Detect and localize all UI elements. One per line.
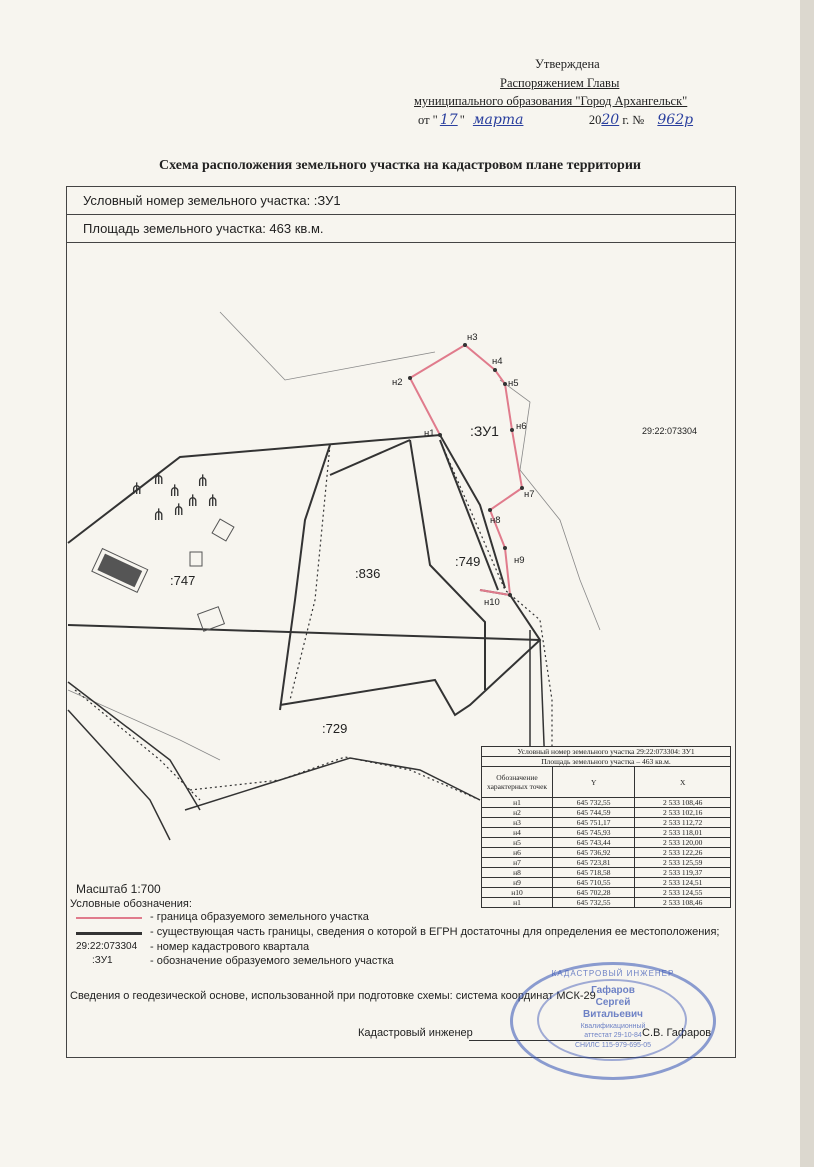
legend-item: - номер кадастрового квартала bbox=[150, 941, 310, 953]
buildings bbox=[92, 519, 234, 631]
date-prefix: от " bbox=[418, 113, 438, 127]
table-cell: 2 533 122,26 bbox=[635, 848, 731, 858]
coordinates-body bbox=[482, 798, 731, 908]
table-cell: н9 bbox=[482, 878, 553, 888]
table-cell: 645 744,59 bbox=[553, 808, 635, 818]
table-cell: 2 533 112,72 bbox=[635, 818, 731, 828]
table-row bbox=[482, 868, 731, 878]
municipality-label: муниципального образования "Город Архангельск" bbox=[414, 94, 688, 108]
point-label: н9 bbox=[514, 555, 525, 566]
legend-key: 29:22:073304 bbox=[76, 941, 138, 952]
legend-item: - граница образуемого земельного участка bbox=[150, 911, 369, 923]
table-cell: н3 bbox=[482, 818, 553, 828]
point-label: н7 bbox=[524, 489, 535, 500]
date-day: 17 bbox=[439, 112, 458, 128]
quarter-label: 29:22:073304 bbox=[642, 426, 698, 436]
table-header: Обозначение характерных точек bbox=[482, 767, 553, 798]
table-cell: 2 533 108,46 bbox=[635, 798, 731, 808]
legend-item: - обозначение образуемого земельного участка bbox=[150, 955, 394, 967]
table-cell: 2 533 124,51 bbox=[635, 878, 731, 888]
neighbor-label-729: :729 bbox=[322, 721, 348, 736]
stamp-line: Гафаров bbox=[591, 985, 635, 996]
svg-text:⋔: ⋔ bbox=[152, 471, 166, 488]
parcel-area: Площадь земельного участка: 463 кв.м. bbox=[83, 221, 324, 236]
table-cell: 2 533 108,46 bbox=[635, 898, 731, 908]
scan-edge bbox=[800, 0, 814, 1167]
year-suffix: 20 bbox=[601, 112, 620, 128]
background-contours bbox=[68, 312, 600, 760]
table-cell: 645 723,81 bbox=[553, 858, 635, 868]
engineer-name: С.В. Гафаров bbox=[642, 1027, 712, 1039]
legend-swatch-existing bbox=[76, 932, 142, 935]
table-cell: 2 533 119,37 bbox=[635, 868, 731, 878]
conditional-number: Условный номер земельного участка: :ЗУ1 bbox=[83, 193, 341, 208]
svg-text:⋔: ⋔ bbox=[186, 493, 200, 510]
table-caption: Площадь земельного участка – 463 кв.м. bbox=[482, 757, 731, 767]
stamp-line: аттестат 29-10-84 bbox=[584, 1032, 642, 1039]
table-cell: н5 bbox=[482, 838, 553, 848]
table-cell: 2 533 102,16 bbox=[635, 808, 731, 818]
svg-text:⋔: ⋔ bbox=[130, 481, 144, 498]
geodetic-basis: Сведения о геодезической основе, использованной при подготовке схемы: система координат МСК-29 bbox=[70, 990, 596, 1002]
table-header: X bbox=[635, 767, 731, 798]
table-cell: 645 702,28 bbox=[553, 888, 635, 898]
svg-text:⋔: ⋔ bbox=[206, 493, 220, 510]
table-row bbox=[482, 828, 731, 838]
date-quote: " bbox=[459, 113, 465, 127]
order-label: Распоряжением Главы bbox=[500, 76, 620, 90]
year-label: г. № bbox=[622, 113, 645, 127]
neighbor-label-836: :836 bbox=[355, 566, 381, 581]
point-label: н2 bbox=[392, 377, 403, 388]
legend-swatch-parcel bbox=[76, 917, 142, 919]
road-lines bbox=[68, 630, 545, 840]
table-row bbox=[482, 798, 731, 808]
neighbor-label-749: :749 bbox=[455, 554, 481, 569]
table-cell: н7 bbox=[482, 858, 553, 868]
point-label: н3 bbox=[467, 332, 478, 343]
table-row bbox=[482, 858, 731, 868]
table-row bbox=[482, 878, 731, 888]
table-cell: 2 533 124,55 bbox=[635, 888, 731, 898]
legend-key: :ЗУ1 bbox=[92, 955, 113, 966]
table-cell: н1 bbox=[482, 798, 553, 808]
parcel-label: :ЗУ1 bbox=[470, 423, 499, 439]
scale-label: Масштаб 1:700 bbox=[76, 882, 161, 896]
table-cell: 645 743,44 bbox=[553, 838, 635, 848]
table-cell: н4 bbox=[482, 828, 553, 838]
table-cell: н6 bbox=[482, 848, 553, 858]
point-label: н5 bbox=[508, 378, 519, 389]
legend-title: Условные обозначения: bbox=[70, 898, 192, 910]
stamp-top: КАДАСТРОВЫЙ ИНЖЕНЕР bbox=[551, 969, 675, 978]
stamp-line: Витальевич bbox=[583, 1009, 643, 1020]
svg-text:⋔: ⋔ bbox=[196, 473, 210, 490]
order-number: 962р bbox=[657, 112, 694, 128]
engineer-stamp bbox=[510, 962, 716, 1080]
point-label: н10 bbox=[484, 597, 500, 608]
table-cell: н8 bbox=[482, 868, 553, 878]
stamp-line: СНИЛС 115-979-695-05 bbox=[574, 1042, 652, 1049]
stamp-line: Сергей bbox=[595, 997, 631, 1008]
svg-text:⋔: ⋔ bbox=[168, 483, 182, 500]
table-cell: 645 710,55 bbox=[553, 878, 635, 888]
neighbor-label-747: :747 bbox=[170, 573, 196, 588]
table-row bbox=[482, 808, 731, 818]
table-cell: 645 751,17 bbox=[553, 818, 635, 828]
table-row bbox=[482, 898, 731, 908]
table-cell: 645 736,92 bbox=[553, 848, 635, 858]
year-prefix: 20 bbox=[588, 113, 602, 127]
table-row bbox=[482, 838, 731, 848]
table-cell: 645 745,93 bbox=[553, 828, 635, 838]
table-cell: 2 533 120,00 bbox=[635, 838, 731, 848]
point-label: н4 bbox=[492, 356, 503, 367]
point-label: н8 bbox=[490, 515, 501, 526]
svg-text:⋔: ⋔ bbox=[172, 502, 186, 519]
approved-label: Утверждена bbox=[535, 57, 600, 71]
table-row bbox=[482, 818, 731, 828]
coordinates-table bbox=[481, 746, 731, 908]
table-cell: н2 bbox=[482, 808, 553, 818]
table-cell: 645 718,58 bbox=[553, 868, 635, 878]
date-month: марта bbox=[472, 112, 524, 128]
table-cell: 2 533 125,59 bbox=[635, 858, 731, 868]
table-cell: 645 732,55 bbox=[553, 798, 635, 808]
table-row bbox=[482, 888, 731, 898]
document-title: Схема расположения земельного участка на кадастровом плане территории bbox=[159, 158, 641, 173]
table-cell: н1 bbox=[482, 898, 553, 908]
svg-text:⋔: ⋔ bbox=[152, 507, 166, 524]
stamp-line: Квалификационный bbox=[580, 1023, 646, 1030]
table-caption: Условный номер земельного участка 29:22:073304: ЗУ1 bbox=[482, 747, 731, 757]
legend-item: - существующая часть границы, сведения о которой в ЕГРН достаточны для определения ее местоположения; bbox=[150, 926, 720, 938]
table-row bbox=[482, 848, 731, 858]
tree-symbols bbox=[130, 471, 219, 524]
table-cell: н10 bbox=[482, 888, 553, 898]
table-cell: 2 533 118,01 bbox=[635, 828, 731, 838]
table-header: Y bbox=[553, 767, 635, 798]
table-cell: 645 732,55 bbox=[553, 898, 635, 908]
engineer-label: Кадастровый инженер bbox=[358, 1027, 473, 1039]
point-label: н1 bbox=[424, 428, 435, 439]
point-label: н6 bbox=[516, 421, 527, 432]
